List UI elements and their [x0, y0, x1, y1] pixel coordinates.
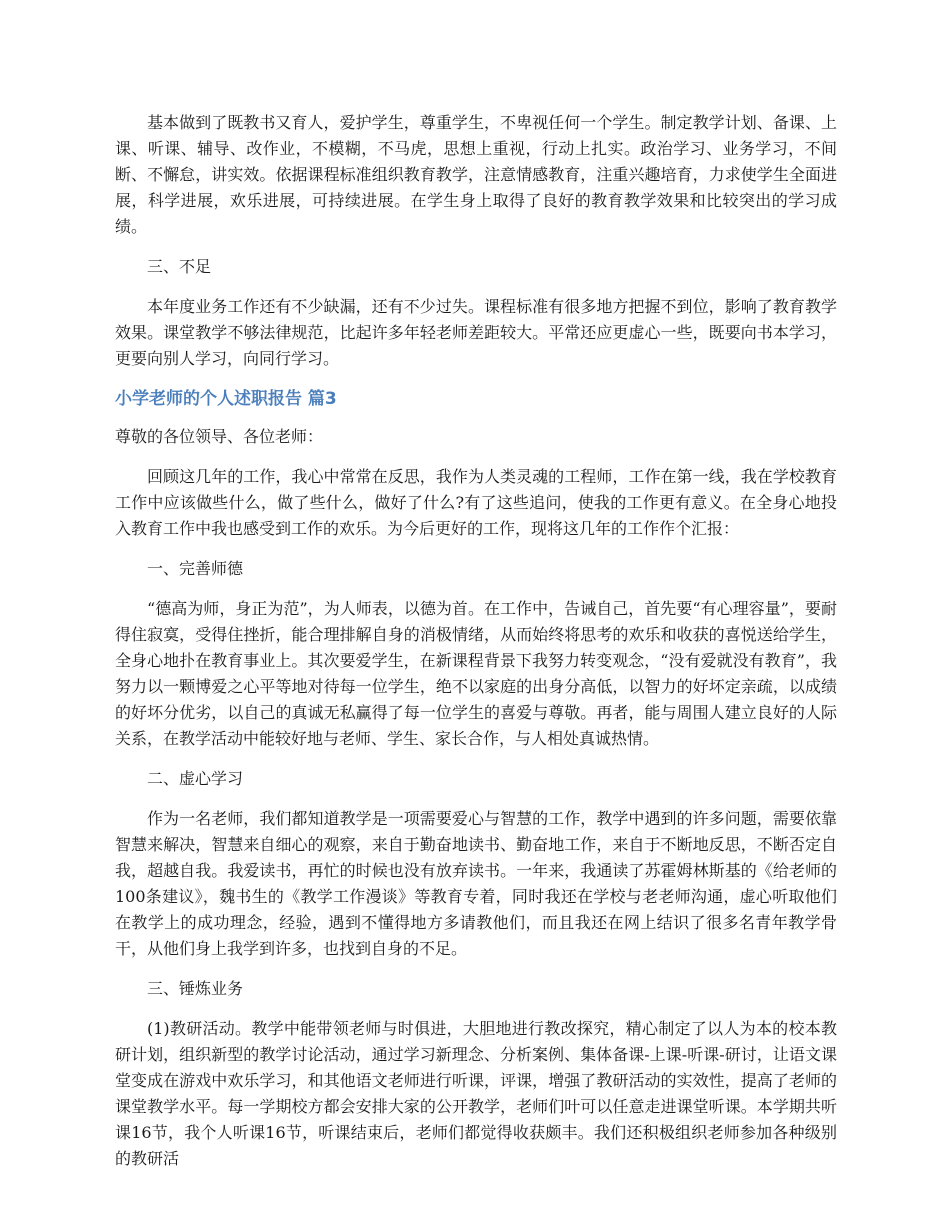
section-practice-title: 三、锤炼业务 — [147, 979, 244, 998]
paragraph-shortcomings: 本年度业务工作还有不少缺漏，还有不少过失。课程标准有很多地方把握不到位，影响了教育教学效果。课堂教学不够法律规范，比起许多年轻老师差距较大。平常还应更虚心一些，既要向书本学习，更要向别人学习，向同行学习。 — [115, 297, 837, 368]
section-learning-title: 二、虚心学习 — [147, 769, 244, 788]
section-shortcomings-title: 三、不足 — [147, 257, 212, 276]
section-ethics-title: 一、完善师德 — [147, 559, 244, 578]
paragraph-teaching-summary: 基本做到了既教书又育人，爱护学生，尊重学生，不卑视任何一个学生。制定教学计划、备课、上课、听课、辅导、改作业，不模糊，不马虎，思想上重视，行动上扎实。政治学习、业务学习，不间断、不懈怠，讲实效。依据课程标准组织教育教学，注意情感教育，注重兴趣培育，力求使学生全面进展，科学进展，欢乐进展，可持续进展。在学生身上取得了良好的教育教学效果和比较突出的学习成绩。 — [115, 113, 837, 236]
paragraph-research-activities: (1)教研活动。教学中能带领老师与时俱进，大胆地进行教改探究，精心制定了以人为本的校本教研计划，组织新型的教学讨论活动，通过学习新理念、分析案例、集体备课-上课-听课-研讨，让语文课堂变成在游戏中欢乐学习，和其他语文老师进行听课，评课，增强了教研活动的实效性，提高了老师的课堂教学水平。每一学期校方都会安排大家的公开教学，老师们叶可以任意走进课堂听课。本学期共听课16节，我个人听课16节，听课结束后，老师们都觉得收获颇丰。我们还积极组织老师参加各种级别的教研活 — [115, 1019, 837, 1168]
paragraph-review: 回顾这几年的工作，我心中常常在反思，我作为人类灵魂的工程师，工作在第一线，我在学校教育工作中应该做些什么，做了些什么，做好了什么?有了这些追问，使我的工作更有意义。在全身心地投入教育工作中我也感受到工作的欢乐。为今后更好的工作，现将这几年的工作作个汇报： — [115, 467, 837, 538]
report-heading: 小学老师的个人述职报告 篇3 — [115, 389, 337, 409]
paragraph-learning: 作为一名老师，我们都知道教学是一项需要爱心与智慧的工作，教学中遇到的许多问题，需要依靠智慧来解决，智慧来自细心的观察，来自于勤奋地读书、勤奋地工作，来自于不断地反思，不断否定自我，超越自我。我爱读书，再忙的时候也没有放弃读书。一年来，我通读了苏霍姆林斯基的《给老师的100条建议》，魏书生的《教学工作漫谈》等教育专着，同时我还在学校与老老师沟通，虚心听取他们在教学上的成功理念，经验，遇到不懂得地方多请教他们，而且我还在网上结识了很多名青年教学骨干，从他们身上我学到许多，也找到自身的不足。 — [115, 809, 837, 958]
paragraph-ethics: “德高为师，身正为范”，为人师表，以德为首。在工作中，告诫自己，首先要“有心理容量”，要耐得住寂寞，受得住挫折，能合理排解自身的消极情绪，从而始终将思考的欢乐和收获的喜悦送给学生，全身心地扑在教育事业上。其次要爱学生，在新课程背景下我努力转变观念，“没有爱就没有教育”，我努力以一颗博爱之心平等地对待每一位学生，绝不以家庭的出身分高低，以智力的好坏定亲疏，以成绩的好坏分优劣，以自己的真诚无私赢得了每一位学生的喜爱与尊敬。再者，能与周围人建立良好的人际关系，在教学活动中能较好地与老师、学生、家长合作，与人相处真诚热情。 — [115, 599, 837, 748]
document-page — [115, 110, 837, 1186]
greeting-line: 尊敬的各位领导、各位老师： — [115, 427, 324, 446]
